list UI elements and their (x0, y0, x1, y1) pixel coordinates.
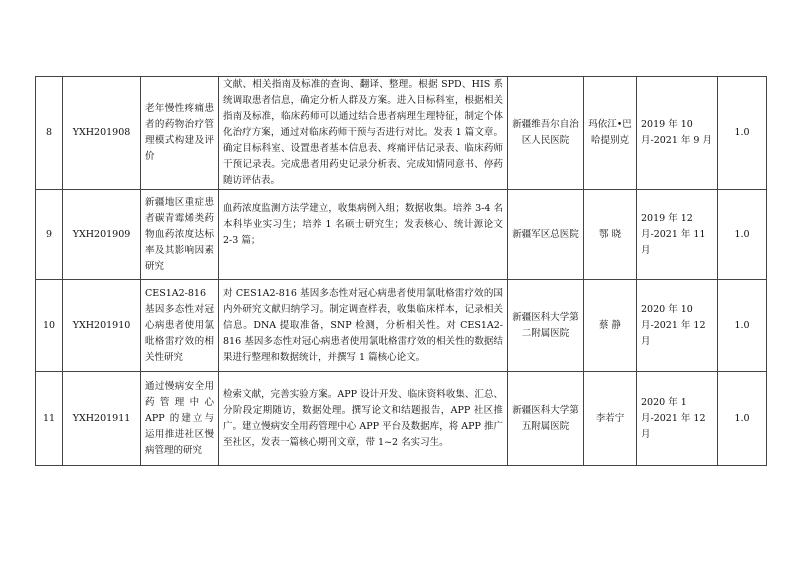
project-code: YXH201908 (63, 77, 141, 190)
project-leader: 鄂 晓 (584, 190, 637, 280)
project-fund: 1.0 (718, 77, 767, 190)
table-row (36, 77, 767, 190)
project-name: 通过慢病安全用药管理中心 APP 的建立与运用推进社区慢病管理的研究 (141, 372, 219, 466)
host-unit: 新疆军区总医院 (508, 190, 584, 280)
project-content: 对 CES1A2-816 基因多态性对冠心病患者使用氯吡格雷疗效的国内外研究文献归纳学习。制定调查样表，收集临床样本，记录相关信息。DNA 提取准备，SNP 检测，分析相关性。对 CES1A2-816 基因多态性对冠心病患者使用氯吡格雷疗效的相关性的数据结果进行整理和数据统计，并撰写 1 篇核心论文。 (219, 280, 508, 372)
project-content: 文献、相关指南及标准的查询、翻译、整理。根据 SPD、HIS 系统调取患者信息，确定分析人群及方案。进入目标科室，根据相关指南及标准，临床药师可以通过结合患者病理生理特征，制定个体化治疗方案，通过对临床药师干预与否进行对比。发表 1 篇文章。确定目标科室、设置患者基本信息表、疼痛评估记录表、临床药师干预记录表。完成患者用药史记录分析表、完成知情同意书、停药随访评估表。 (219, 77, 508, 190)
row-index: 10 (36, 280, 63, 372)
project-code: YXH201911 (63, 372, 141, 466)
project-period: 2019 年 10 月-2021 年 9 月 (637, 77, 718, 190)
project-code: YXH201909 (63, 190, 141, 280)
row-index: 8 (36, 77, 63, 190)
table-row (36, 280, 767, 372)
project-fund: 1.0 (718, 190, 767, 280)
table-row (36, 372, 767, 466)
project-leader: 李若宁 (584, 372, 637, 466)
project-code: YXH201910 (63, 280, 141, 372)
row-index: 9 (36, 190, 63, 280)
project-content: 血药浓度监测方法学建立，收集病例入组；数据收集。培养 3-4 名本科毕业实习生；培养 1 名硕士研究生；发表核心、统计源论文 2-3 篇； (219, 190, 508, 280)
host-unit: 新疆医科大学第二附属医院 (508, 280, 584, 372)
project-period: 2019 年 12 月-2021 年 11 月 (637, 190, 718, 280)
project-leader: 玛依江•巴哈提别克 (584, 77, 637, 190)
project-name: CES1A2-816 基因多态性对冠心病患者使用氯吡格雷疗效的相关性研究 (141, 280, 219, 372)
host-unit: 新疆维吾尔自治区人民医院 (508, 77, 584, 190)
row-index: 11 (36, 372, 63, 466)
table-row (36, 190, 767, 280)
project-table (35, 76, 767, 466)
project-fund: 1.0 (718, 280, 767, 372)
host-unit: 新疆医科大学第五附属医院 (508, 372, 584, 466)
project-leader: 蔡 静 (584, 280, 637, 372)
project-period: 2020 年 10 月-2021 年 12 月 (637, 280, 718, 372)
project-content: 检索文献，完善实验方案。APP 设计开发、临床资料收集、汇总、分阶段定期随访，数据处理。撰写论文和结题报告，APP 社区推广。建立慢病安全用药管理中心 APP 平台及数据库，将 APP 推广至社区，发表一篇核心期刊文章，带 1~2 名实习生。 (219, 372, 508, 466)
project-fund: 1.0 (718, 372, 767, 466)
project-name: 老年慢性疼痛患者的药物治疗管理模式构建及评价 (141, 77, 219, 190)
project-period: 2020 年 1 月-2021 年 12 月 (637, 372, 718, 466)
project-name: 新疆地区重症患者碳青霉烯类药物血药浓度达标率及其影响因素研究 (141, 190, 219, 280)
